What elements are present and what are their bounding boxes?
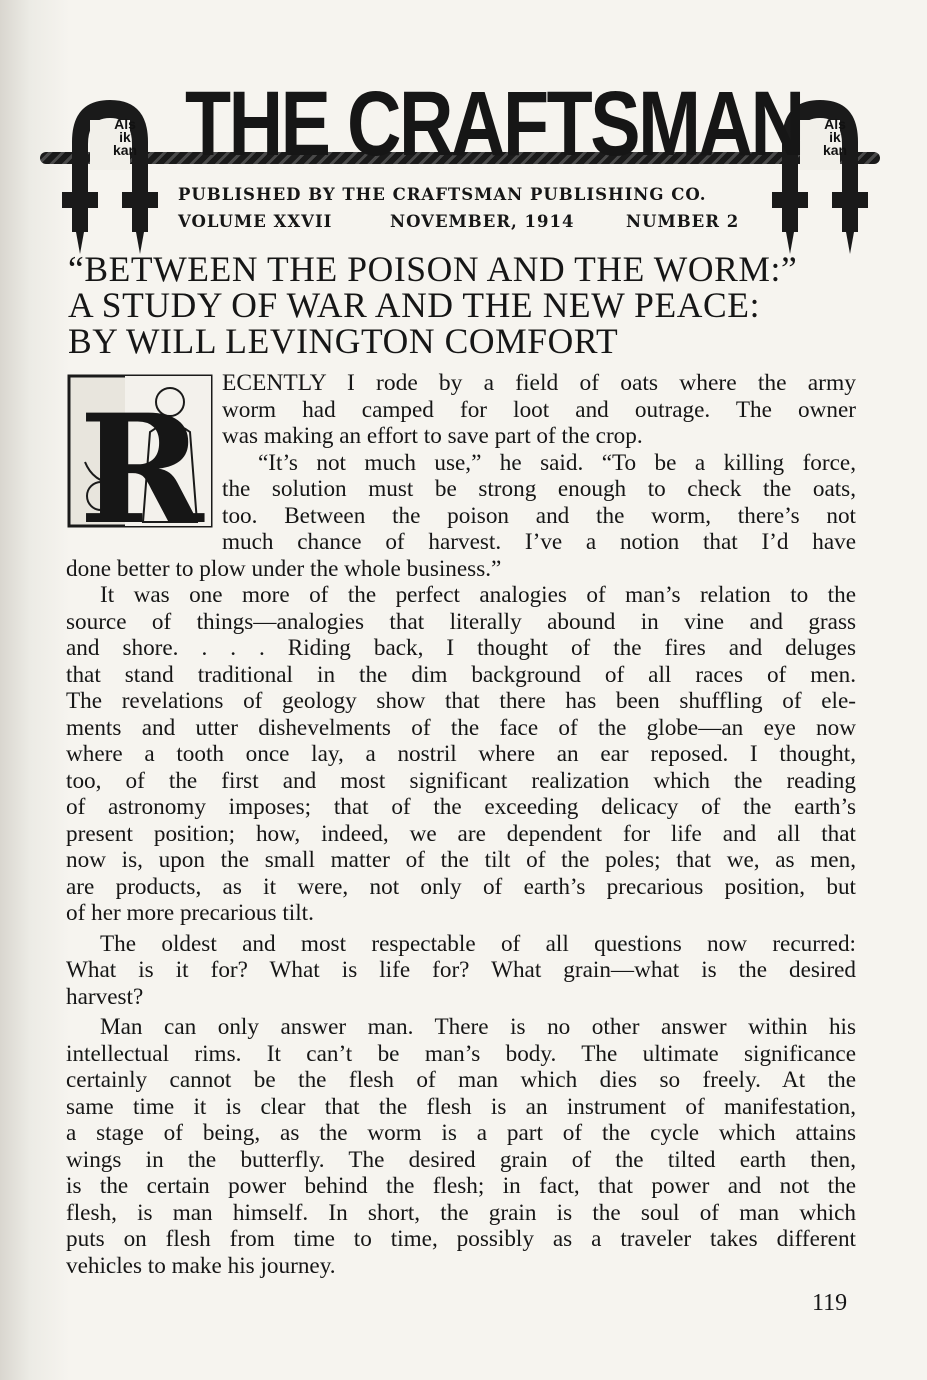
body-line: harvest? xyxy=(66,983,144,1010)
emblem-motto-right: Als ik kan xyxy=(822,116,848,158)
body-line: flesh, is man himself. In short, the grain is the soul of man which xyxy=(66,1199,856,1226)
publisher-line: PUBLISHED BY THE CRAFTSMAN PUBLISHING CO. xyxy=(178,185,707,204)
body-line: was making an effort to save part of the crop. xyxy=(222,423,643,449)
article-title-line: BY WILL LEVINGTON COMFORT xyxy=(68,321,619,361)
body-line: now is, upon the small matter of the tilt of the poles; that we, as men, xyxy=(66,847,856,873)
body-line: that stand traditional in the dim background of all races of men. xyxy=(66,661,856,688)
body-line: It was one more of the perfect analogies of man’s relation to the xyxy=(100,582,856,608)
article-title-line: A STUDY OF WAR AND THE NEW PEACE: xyxy=(68,285,761,325)
body-line: ments and utter dishevelments of the face of the globe—an eye now xyxy=(66,714,856,741)
body-line: present position; how, indeed, we are dependent for life and all that xyxy=(66,820,856,847)
body-line: puts on flesh from time to time, possibly as a traveler takes different xyxy=(66,1226,856,1252)
drop-cap-letter: R xyxy=(79,382,204,532)
body-line: vehicles to make his journey. xyxy=(66,1252,336,1279)
body-line: where a tooth once lay, a nostril where an ear reposed. I thought, xyxy=(66,741,856,767)
body-line: done better to plow under the whole business.” xyxy=(66,555,502,582)
body-line: ECENTLY I rode by a field of oats where the army xyxy=(222,370,856,396)
volume-label: VOLUME XXVII xyxy=(178,212,333,231)
body-line: the solution must be strong enough to check the oats, xyxy=(222,476,856,502)
body-line: same time it is clear that the flesh is an instrument of manifestation, xyxy=(66,1093,856,1120)
body-line: and shore. . . . Riding back, I thought of the fires and deluges xyxy=(66,635,856,661)
body-line: is the certain power behind the flesh; in fact, that power and not the xyxy=(66,1173,856,1199)
craftsman-joiner-emblem-icon xyxy=(50,82,170,257)
body-line: a stage of being, as the worm is a part of the cycle which attains xyxy=(66,1120,856,1146)
body-line: much chance of harvest. I’ve a notion that I’d have xyxy=(222,529,856,555)
body-line: “It’s not much use,” he said. “To be a killing force, xyxy=(258,449,856,476)
body-line: too. Between the poison and the worm, there’s not xyxy=(222,502,856,529)
body-line: certainly cannot be the flesh of man which dies so freely. At the xyxy=(66,1067,856,1093)
body-line: are products, as it were, not only of earth’s precarious position, but xyxy=(66,873,856,900)
body-line: source of things—analogies that literally abound in vine and grass xyxy=(66,608,856,635)
body-line: of astronomy imposes; that of the exceeding delicacy of the earth’s xyxy=(66,794,856,820)
masthead xyxy=(30,70,900,260)
article-body xyxy=(66,370,856,1279)
magazine-title: THE CRAFTSMAN xyxy=(185,73,803,175)
issue-number: NUMBER 2 xyxy=(626,212,740,231)
emblem-motto-left: Als ik kan xyxy=(112,116,138,158)
body-line: The oldest and most respectable of all questions now recurred: xyxy=(100,930,856,957)
article-title xyxy=(68,249,868,361)
body-line: The revelations of geology show that there has been shuffling of ele- xyxy=(66,688,856,714)
page-number: 119 xyxy=(812,1290,848,1316)
body-line: too, of the first and most significant realization which the reading xyxy=(66,767,856,794)
body-line: worm had camped for loot and outrage. The owner xyxy=(222,396,856,423)
article-title-line: “BETWEEN THE POISON AND THE WORM:” xyxy=(68,249,798,289)
body-line: of her more precarious tilt. xyxy=(66,900,314,926)
body-line: wings in the butterfly. The desired grain of the tilted earth then, xyxy=(66,1146,856,1173)
body-line: intellectual rims. It can’t be man’s body. The ultimate significance xyxy=(66,1040,856,1067)
body-line: Man can only answer man. There is no other answer within his xyxy=(100,1014,856,1040)
issue-date: NOVEMBER, 1914 xyxy=(390,212,575,231)
body-line: What is it for? What is life for? What grain—what is the desired xyxy=(66,957,856,983)
